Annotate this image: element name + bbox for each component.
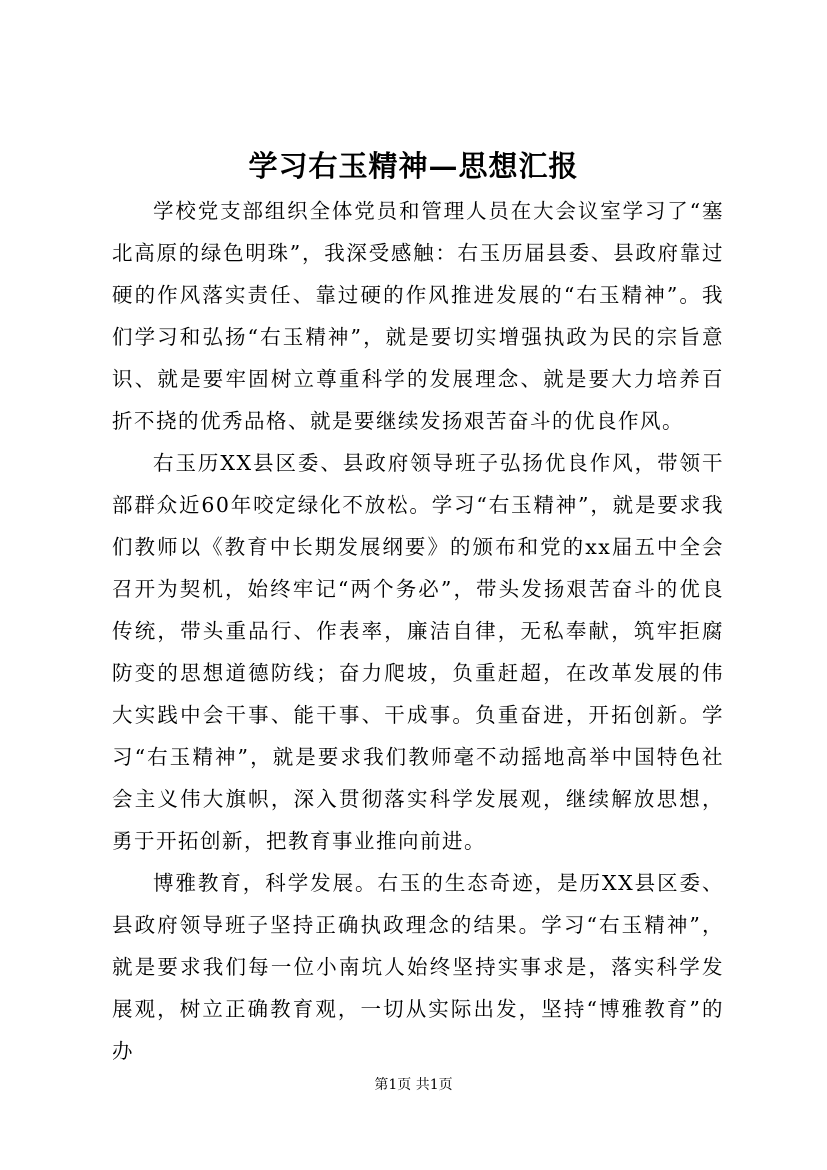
paragraph: 学校党支部组织全体党员和管理人员在大会议室学习了“塞北高原的绿色明珠”，我深受感触：右玉历届县委、县政府靠过硬的作风落实责任、靠过硬的作风推进发展的“右玉精神”。我们学习和弘扬“右玉精神”，就是要切实增强执政为民的宗旨意识、就是要牢固树立尊重科学的发展理念、就是要大力培养百折不挠的优秀品格、就是要继续发扬艰苦奋斗的优良作风。 <box>112 199 724 433</box>
document-body <box>112 190 724 1072</box>
paragraph: 博雅教育，科学发展。右玉的生态奇迹，是历XX县区委、县政府领导班子坚持正确执政理念的结果。学习“右玉精神”，就是要求我们每一位小南坑人始终坚持实事求是，落实科学发展观，树立正确教育观，一切从实际出发，坚持“博雅教育”的办 <box>112 871 724 1063</box>
document-title: 学习右玉精神—思想汇报 <box>248 149 579 183</box>
page-footer: 第1页 共1页 <box>374 1077 453 1093</box>
paragraph: 右玉历XX县区委、县政府领导班子弘扬优良作风，带领干部群众近60年咬定绿化不放松。学习“右玉精神”，就是要求我们教师以《教育中长期发展纲要》的颁布和党的xx届五中全会召开为契机，始终牢记“两个务必”，带头发扬艰苦奋斗的优良传统，带头重品行、作表率，廉洁自律，无私奉献，筑牢拒腐防变的思想道德防线；奋力爬坡，负重赶超，在改革发展的伟大实践中会干事、能干事、干成事。负重奋进，开拓创新。学习“右玉精神”，就是要求我们教师毫不动摇地高举中国特色社会主义伟大旗帜，深入贯彻落实科学发展观，继续解放思想，勇于开拓创新，把教育事业推向前进。 <box>112 451 724 853</box>
